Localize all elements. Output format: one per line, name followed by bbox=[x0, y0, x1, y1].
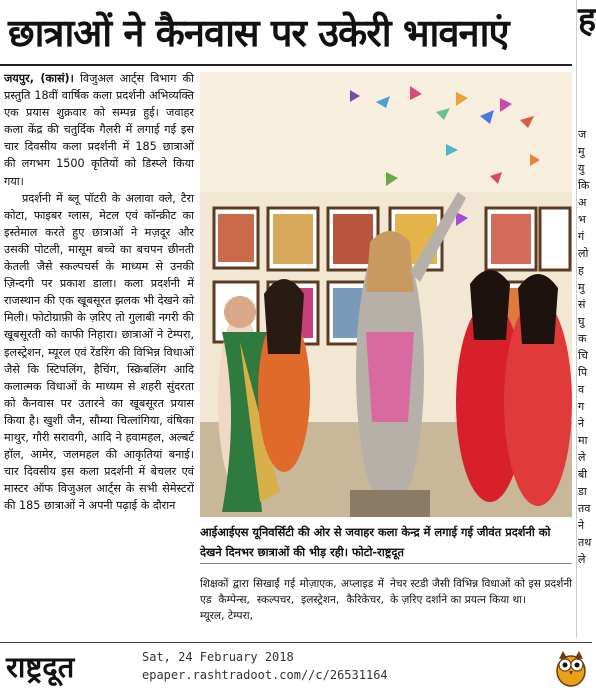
adjacent-heading-fragment: ह bbox=[578, 0, 596, 40]
adjacent-text-fragment: ग bbox=[578, 400, 585, 413]
adjacent-text-fragment: ज bbox=[578, 128, 587, 141]
adjacent-text-fragment: मु bbox=[578, 281, 585, 294]
adjacent-text-fragment: गं bbox=[578, 230, 585, 243]
adjacent-text-fragment: भ bbox=[578, 213, 586, 226]
headline: छात्राओं ने कैनवास पर उकेरी भावनाएं bbox=[8, 11, 509, 55]
adjacent-text-fragment: चि bbox=[578, 349, 588, 362]
exhibition-photo-illustration bbox=[200, 72, 572, 517]
adjacent-text-fragment: घु bbox=[578, 315, 585, 328]
exhibition-photo bbox=[200, 72, 572, 517]
adjacent-text-fragment: तथ bbox=[578, 536, 592, 549]
page-footer bbox=[0, 642, 592, 690]
adjacent-text-fragment: लो bbox=[578, 247, 589, 260]
adjacent-text-fragment: ह bbox=[578, 264, 584, 277]
article-paragraph-2: प्रदर्शनी में ब्लू पॉटरी के अलावा क्ले, टैरा कोटा, फाइबर ग्लास, मेटल एवं कॉन्क्रीट का इस्तेमाल करते हुए छात्राओं ने मज़दूर और उसकी पोटली, मासूम बच्चे का बचपन छीनती केतली जैसे स्कल्पचर्स के माध्यम से उनकी ज़िन्दगी पर प्रकाश डाला। कला प्रदर्शनी में राजस्थान की एक खूबसूरत झलक भी देखने को मिली। फोटोग्राफ़ी के ज़रिए तो गुलाबी नगरी की खूबसूरती को काफी निहारा। छात्राओं ने टेम्परा, इलस्ट्रेशन, म्यूरल एवं रेंडरिंग की विभिन्न विधाओं जैसे कि स्टिपलिंग, हैचिंग, स्क्रिबलिंग आदि कलात्मक विधाओं के माध्यम से शहरी सुंदरता को कैनवास पर उतारने का खूबसूरत प्रयास किया है। खुशी जैन, सौम्या चित्लांगिया, वंषिका माथुर, गौरी सरावगी, आदि ने हवामहल, अल्बर्ट हॉल, आमेर, जलमहल की आकृतियां बनाई। चार दिवसीय इस कला प्रदर्शनी में बेचलर एवं मास्टर ऑफ विजुअल आर्ट्स के सभी सेमेस्टरों की 185 छात्राओं ने अपनी पढ़ाई के दौरान bbox=[4, 191, 194, 513]
adjacent-text-fragment: ले bbox=[578, 451, 586, 464]
adjacent-text-fragment: ने bbox=[578, 519, 585, 532]
adjacent-text-fragments bbox=[577, 126, 592, 568]
owl-mascot-icon bbox=[554, 647, 588, 687]
dateline: जयपुर, (कासं)। bbox=[4, 72, 74, 85]
adjacent-text-fragment: ने bbox=[578, 417, 585, 430]
adjacent-text-fragment: पि bbox=[578, 366, 588, 379]
article-column-left bbox=[4, 70, 194, 638]
adjacent-article-strip bbox=[576, 0, 596, 638]
adjacent-text-fragment: कि bbox=[578, 179, 590, 192]
article-column-middle: शिक्षकों द्वारा सिखाईं गई मोज़ाएक, अप्लाइड में एड कैम्पेन्स, स्कल्पचर, इलस्ट्रेशन, कैरिकेचर, म्यूरल, टेम्परा, bbox=[200, 578, 384, 622]
adjacent-text-fragment: क bbox=[578, 332, 587, 345]
article-column-right: नेचर स्टडी जैसी विभिन्न विधाओं को इस प्रदर्शनी के ज़रिए दर्शाने का प्रयत्न किया था। bbox=[390, 578, 572, 606]
paragraph-1-text: विजुअल आर्ट्स विभाग की प्रस्तुति 18वीं वार्षिक कला प्रदर्शनी अभिव्यक्ति एक प्रयास शुक्रवार को सम्पन्न हुई। जवाहर कला केंद्र की चतुर्दिक गैलरी में लगाई गई इस चार दिवसीय कला प्रदर्शनी में 185 छात्राओं की लगभग 1500 कृतियों को डिस्प्ले किया गया। bbox=[4, 72, 194, 188]
headline-rule bbox=[0, 64, 572, 66]
article-paragraph-1 bbox=[4, 70, 194, 190]
adjacent-text-fragment: बी bbox=[578, 468, 588, 481]
adjacent-text-fragment: व bbox=[578, 383, 585, 396]
edition-url[interactable]: epaper.rashtradoot.com//c/26531164 bbox=[142, 668, 388, 682]
edition-date: Sat, 24 February 2018 bbox=[142, 650, 294, 664]
adjacent-text-fragment: अ bbox=[578, 196, 587, 209]
adjacent-text-fragment: यु bbox=[578, 162, 585, 175]
adjacent-text-fragment: ले bbox=[578, 553, 586, 566]
adjacent-text-fragment: मा bbox=[578, 434, 588, 447]
adjacent-text-fragment: डा bbox=[578, 485, 587, 498]
adjacent-text-fragment: मु bbox=[578, 145, 585, 158]
adjacent-text-fragment: तव bbox=[578, 502, 591, 515]
photo-caption: आईआईएस यूनिवर्सिटी की ओर से जवाहर कला केन्द्र में लगाई गई जीवंत प्रदर्शनी को देखने दिनभर छात्राओं की भीड़ रही। फोटो-राष्ट्रदूत bbox=[200, 522, 572, 564]
newspaper-masthead: राष्ट्रदूत bbox=[6, 650, 75, 684]
adjacent-text-fragment: सं bbox=[578, 298, 586, 311]
